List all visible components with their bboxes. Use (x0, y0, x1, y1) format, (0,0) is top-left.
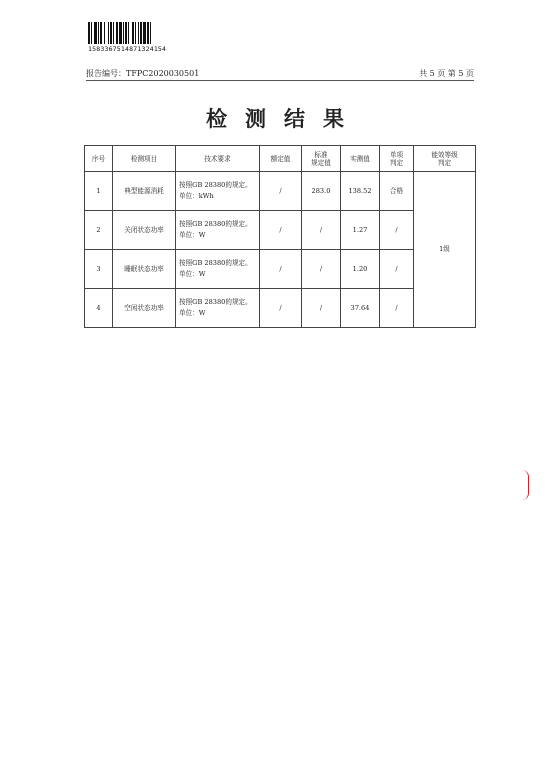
cell-requirement: 按照GB 28380的规定。单位：W (176, 211, 260, 250)
header-measured: 实测值 (341, 146, 380, 172)
cell-requirement: 按照GB 28380的规定。单位：W (176, 289, 260, 328)
cell-item: 关闭状态功率 (113, 211, 176, 250)
barcode-bar (151, 22, 153, 44)
cell-rated: / (260, 250, 302, 289)
barcode-number: 1583367514871324154 (88, 45, 167, 53)
header-divider (86, 80, 474, 81)
cell-seq: 3 (85, 250, 113, 289)
barcode-bars (88, 22, 178, 44)
header-single: 单项 判定 (380, 146, 414, 172)
header-grade: 能效等级 判定 (414, 146, 476, 172)
table-row (85, 172, 476, 211)
cell-single: / (380, 211, 414, 250)
cell-measured: 1.20 (341, 250, 380, 289)
stamp-edge-mark (522, 470, 529, 500)
cell-standard: / (302, 289, 341, 328)
cell-single: / (380, 250, 414, 289)
cell-item: 睡眠状态功率 (113, 250, 176, 289)
cell-single: 合格 (380, 172, 414, 211)
cell-standard: 283.0 (302, 172, 341, 211)
cell-item: 空闲状态功率 (113, 289, 176, 328)
cell-seq: 1 (85, 172, 113, 211)
cell-standard: / (302, 211, 341, 250)
header-requirement: 技术要求 (176, 146, 260, 172)
cell-requirement: 按照GB 28380的规定。单位：W (176, 250, 260, 289)
cell-rated: / (260, 289, 302, 328)
cell-rated: / (260, 211, 302, 250)
header-item: 检测项目 (113, 146, 176, 172)
report-header (86, 68, 474, 79)
report-number (86, 68, 199, 79)
cell-grade-result: 1级 (414, 172, 476, 328)
cell-standard: / (302, 250, 341, 289)
page-title: 检测结果 (206, 106, 362, 131)
cell-measured: 1.27 (341, 211, 380, 250)
cell-measured: 37.64 (341, 289, 380, 328)
cell-seq: 2 (85, 211, 113, 250)
cell-item: 典型能源消耗 (113, 172, 176, 211)
report-number-value: TFPC2020030501 (126, 69, 200, 78)
header-seq: 序号 (85, 146, 113, 172)
cell-single: / (380, 289, 414, 328)
report-number-label: 报告编号： (86, 69, 126, 78)
cell-measured: 138.52 (341, 172, 380, 211)
cell-seq: 4 (85, 289, 113, 328)
table-header-row (85, 146, 476, 172)
header-rated: 额定值 (260, 146, 302, 172)
page-info: 共 5 页 第 5 页 (419, 69, 474, 78)
results-table (84, 145, 476, 328)
cell-requirement: 按照GB 28380的规定。单位：kWh (176, 172, 260, 211)
barcode (88, 22, 178, 53)
cell-rated: / (260, 172, 302, 211)
header-standard: 标准 规定值 (302, 146, 341, 172)
